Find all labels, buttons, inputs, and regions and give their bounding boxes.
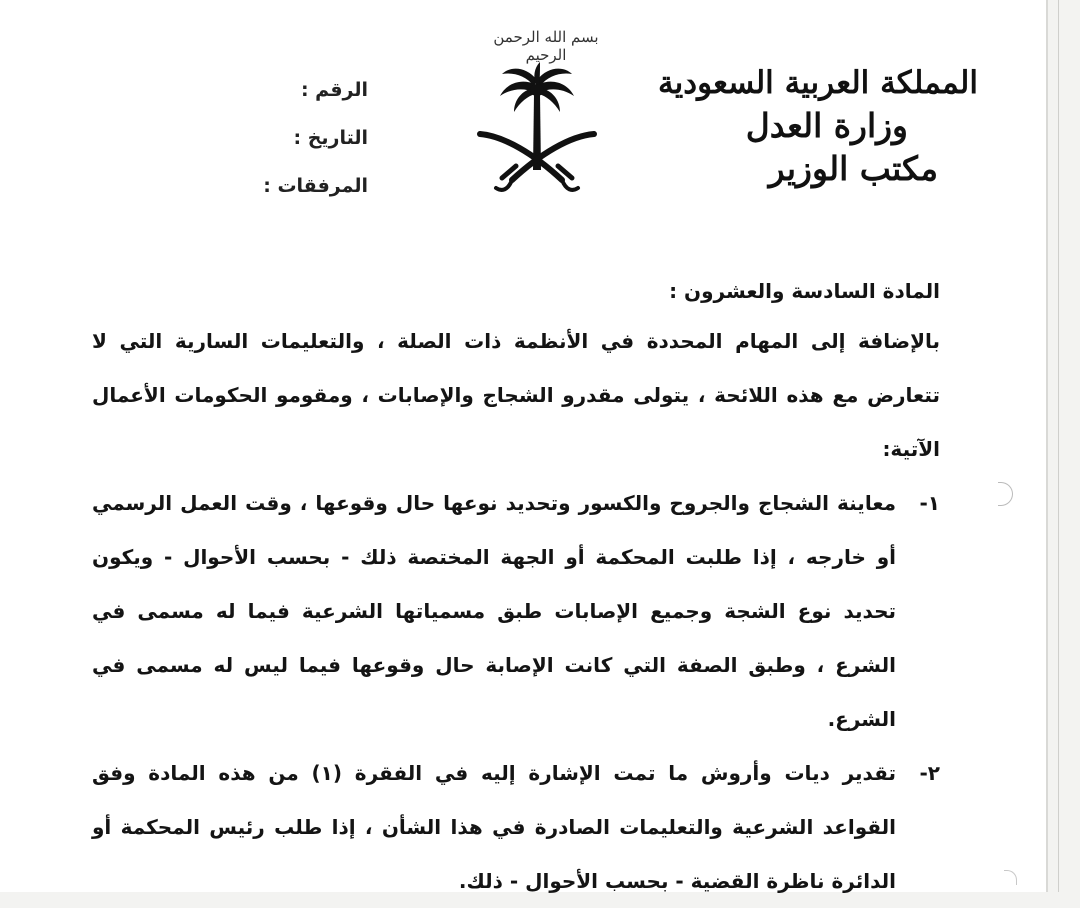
saudi-emblem-icon [474,62,600,202]
item-text: معاينة الشجاج والجروح والكسور وتحديد نوعها حال وقوعها ، وقت العمل الرسمي أو خارجه ، إذا طلبت المحكمة أو الجهة المختصة ذلك - بحسب الأحوال - ويكون تحديد نوع الشجة وجميع الإصابات طبق مسمياتها الشرعية فيما له مسمى في الشرع ، وطبق الصفة التي كانت الإصابة حال وقوعها فيما ليس له مسمى في الشرع. [92,491,896,731]
ministry-name: وزارة العدل [745,106,908,145]
date-label: التاريخ : [293,127,368,149]
list-item [92,746,940,908]
item-number: ١- [919,491,940,515]
article-intro: بالإضافة إلى المهام المحددة في الأنظمة ذات الصلة ، والتعليمات السارية التي لا تتعارض مع هذه اللائحة ، يتولى مقدرو الشجاج والإصابات ، ومقومو الحكومات الأعمال الآتية: [92,329,940,461]
office-name: مكتب الوزير [768,149,938,188]
document-fields [200,66,368,210]
article-body [92,268,940,908]
article-title: المادة السادسة والعشرون : [669,279,940,303]
page-edge-divider [1058,0,1059,892]
ministry-letterhead [648,65,978,188]
reference-number-label: الرقم : [300,79,368,101]
list-item [92,476,940,746]
binder-hole-mark [998,482,1013,506]
basmala-calligraphy: بسم الله الرحمن الرحيم [493,28,599,64]
article-items [92,476,940,908]
item-number: ٢- [919,761,940,785]
kingdom-name: المملكة العربية السعودية [658,65,978,101]
attachments-label: المرفقات : [263,175,368,197]
item-text: تقدير ديات وأروش ما تمت الإشارة إليه في الفقرة (١) من هذه المادة وفق القواعد الشرعية والتعليمات الصادرة في هذا الشأن ، إذا طلب رئيس المحكمة أو الدائرة ناظرة القضية - بحسب الأحوال - ذلك. [92,761,896,893]
